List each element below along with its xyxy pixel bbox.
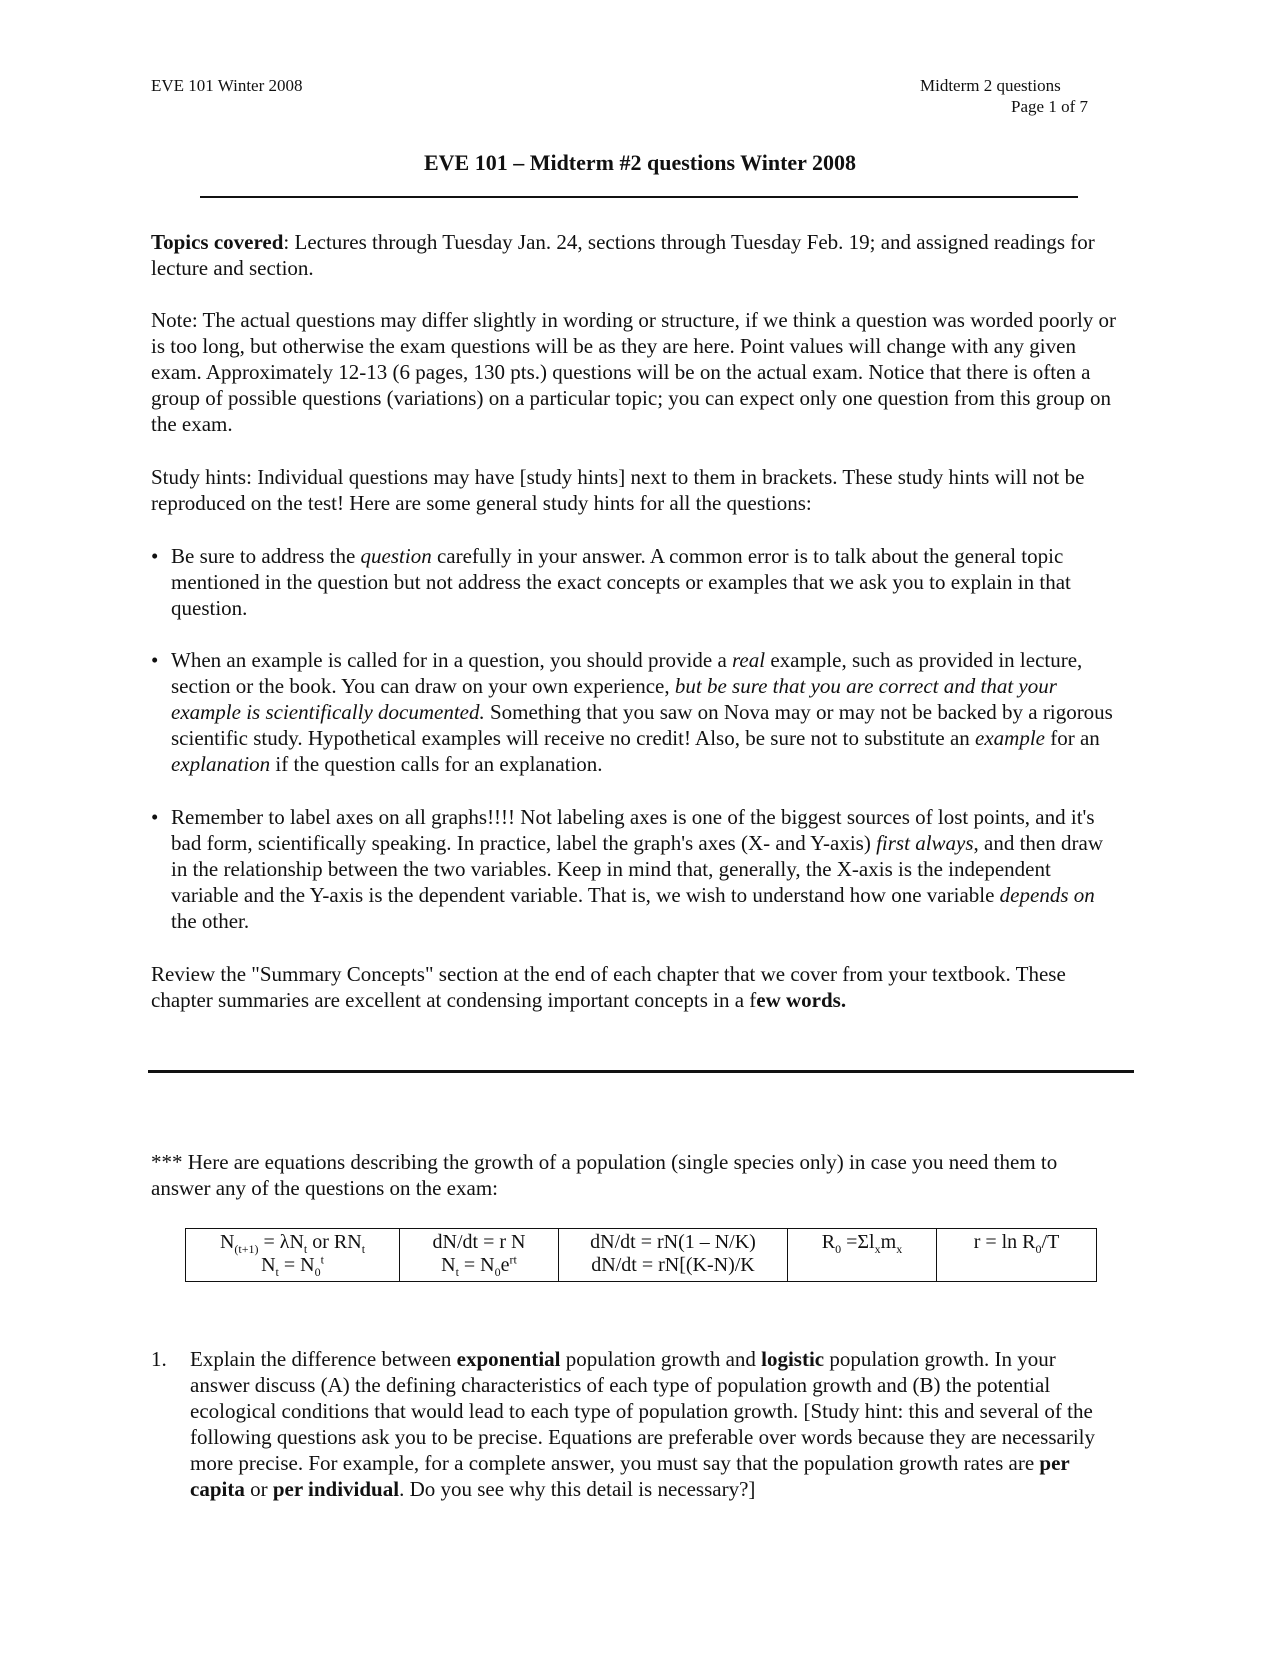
study-hints-paragraph: Study hints: Individual questions may have [study hints] next to them in brackets. These study hints will not be reproduced on the test! Here are some general study hints for all the questions: [151, 465, 1085, 515]
header-page-number: Page 1 of 7 [1011, 97, 1088, 116]
equations-row [186, 1229, 1097, 1282]
header-doc-type: Midterm 2 questions [920, 76, 1061, 95]
section-divider [148, 1070, 1134, 1073]
equation-cell-r: $r = \ln R_0/T$ [937, 1229, 1097, 1282]
equation-cell-r0: $R_0 =\Sigma l_xm_x$ [788, 1229, 937, 1282]
review-paragraph: Review the "Summary Concepts" section at the end of each chapter that we cover from your textbook. These chapter summaries are excellent at condensing important concepts in a few words. [151, 962, 1066, 1012]
equation-cell-exponential: dN/dt = r N $N_t = N_0e^{rt}$ [400, 1229, 559, 1282]
page-title: EVE 101 – Midterm #2 questions Winter 2008 [423, 150, 857, 175]
bullet-address-question [151, 543, 1121, 621]
equation-cell-discrete: $N_{(t+1)} = \lambda N_t$ or $RN_t$ $N_t = N_0^t$ [186, 1229, 400, 1282]
topics-label: Topics covered [151, 230, 284, 254]
note-paragraph: Note: The actual questions may differ slightly in wording or structure, if we think a question was worded poorly or is too long, but otherwise the exam questions will be as they are here. Point values will change with any given exam. Approximately 12-13 (6 pages, 130 pts.) questions will be on the actual exam. Notice that there is often a group of possible questions (variations) on a particular topic; you can expect only one question from this group on the exam. [151, 308, 1117, 436]
bullet-label-axes [151, 804, 1121, 934]
equations-intro: *** Here are equations describing the growth of a population (single species only) in case you need them to answer any of the questions on the exam: [151, 1150, 1058, 1200]
equation-cell-logistic: dN/dt = rN(1 – N/K) dN/dt = rN[(K-N)/K [559, 1229, 788, 1282]
title-underline [200, 196, 1078, 198]
equations-table [185, 1228, 1097, 1282]
bullet-dot: • [151, 805, 159, 829]
header-course: EVE 101 Winter 2008 [151, 76, 303, 95]
topics-text: : Lectures through Tuesday Jan. 24, sections through Tuesday Feb. 19; and assigned readings for lecture and section. [151, 230, 1095, 280]
bullet-real-example [151, 647, 1121, 777]
question-1-number: 1. [151, 1347, 167, 1371]
bullet-dot: • [151, 544, 159, 568]
bullet-text: Be sure to address the question carefully in your answer. A common error is to talk about the general topic mentioned in the question but not address the exact concepts or examples that we ask you to explain in that question. [171, 544, 1071, 620]
topics-paragraph [151, 229, 1121, 281]
bullet-dot: • [151, 648, 159, 672]
question-1-text: Explain the difference between exponential population growth and logistic population growth. In your answer discuss (A) the defining characteristics of each type of population growth and (B) the potential ecological conditions that would lead to each type of population growth. [Study hint: this and several of the following questions ask you to be precise. Equations are preferable over words because they are necessarily more precise. For example, for a complete answer, you must say that the population growth rates are per capita or per individual. Do you see why this detail is necessary?] [190, 1347, 1096, 1501]
bullet-text: When an example is called for in a question, you should provide a real example, such as provided in lecture, section or the book. You can draw on your own experience, but be sure that you are correct and that your example is scientifically documented. Something that you saw on Nova may or may not be backed by a rigorous scientific study. Hypothetical examples will receive no credit! Also, be sure not to substitute an example for an explanation if the question calls for an explanation. [171, 648, 1113, 776]
bullet-text: Remember to label axes on all graphs!!!! Not labeling axes is one of the biggest sources of lost points, and it's bad form, scientifically speaking. In practice, label the graph's axes (X- and Y-axis) first always, and then draw in the relationship between the two variables. Keep in mind that, generally, the X-axis is the independent variable and the Y-axis is the dependent variable. That is, we wish to understand how one variable depends on the other. [171, 805, 1103, 933]
